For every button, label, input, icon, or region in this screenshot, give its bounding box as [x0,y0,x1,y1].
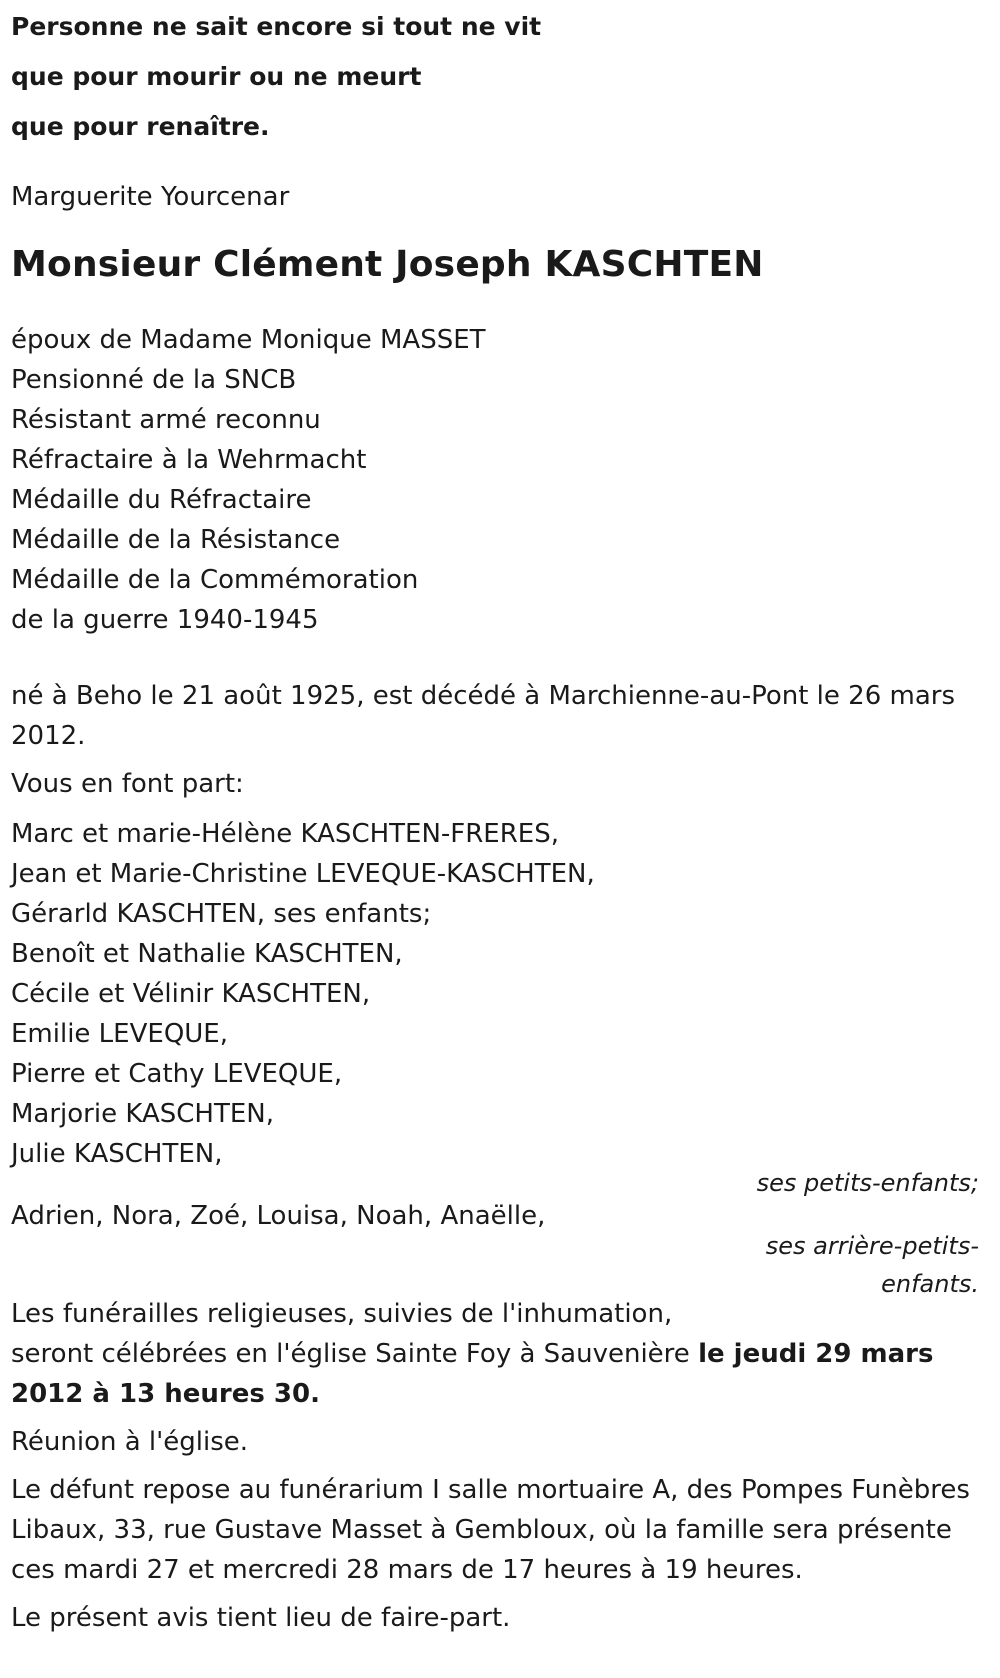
epigraph-quote [11,2,991,152]
family-member: Jean et Marie-Christine LEVEQUE-KASCHTEN, [11,859,595,889]
family-member: Emilie LEVEQUE, [11,1019,229,1049]
family-list [11,814,991,1298]
title-line: Médaille de la Résistance [11,525,341,555]
role-grandchildren: ses petits-enfants; [756,1169,979,1197]
announcement-line: Vous en font part: [11,769,244,799]
deceased-name: Monsieur Clément Joseph KASCHTEN [11,244,764,285]
title-line: Réfractaire à la Wehrmacht [11,445,367,475]
family-member: Julie KASCHTEN, [11,1139,223,1169]
great-grandchildren-names: Adrien, Nora, Zoé, Louisa, Noah, Anaëlle, [11,1201,546,1231]
repose-details: Le défunt repose au funérarium I salle mortuaire A, des Pompes Funèbres Libaux, 33, rue Gustave Masset à Gembloux, où la famille sera présente ces mardi 27 et mercredi 28 mars de 17 heures à 19 heures. [11,1475,970,1585]
funeral-details [11,1294,991,1414]
funeral-line-1: Les funérailles religieuses, suivies de l'inhumation, [11,1299,673,1329]
deceased-titles [11,320,991,640]
funeral-date: le jeudi 29 mars 2012 à 13 heures 30. [11,1339,934,1409]
quote-line-2: que pour mourir ou ne meurt [11,62,422,91]
title-line: de la guerre 1940-1945 [11,605,319,635]
role-great-grandchildren: ses arrière-petits-enfants. [765,1232,979,1298]
title-line: Médaille de la Commémoration [11,565,419,595]
title-line: Pensionné de la SNCB [11,365,297,395]
family-member: Benoît et Nathalie KASCHTEN, [11,939,403,969]
family-member: Marjorie KASCHTEN, [11,1099,274,1129]
family-member: Marc et marie-Hélène KASCHTEN-FRERES, [11,819,559,849]
family-member: Cécile et Vélinir KASCHTEN, [11,979,371,1009]
quote-author: Marguerite Yourcenar [11,182,290,212]
title-line: époux de Madame Monique MASSET [11,325,486,355]
title-line: Médaille du Réfractaire [11,485,312,515]
obituary-notice [11,0,991,1638]
family-member: Gérarld KASCHTEN, ses enfants; [11,899,432,929]
quote-line-3: que pour renaître. [11,112,270,141]
birth-death-dates: né à Beho le 21 août 1925, est décédé à Marchienne-au-Pont le 26 mars 2012. [11,681,956,751]
title-line: Résistant armé reconnu [11,405,321,435]
meeting-place: Réunion à l'église. [11,1427,249,1457]
funeral-line-2 [11,1334,991,1414]
funeral-location: seront célébrées en l'église Sainte Foy à Sauvenière [11,1339,699,1369]
closing-note: Le présent avis tient lieu de faire-part. [11,1603,511,1633]
quote-line-1: Personne ne sait encore si tout ne vit [11,12,542,41]
family-member: Pierre et Cathy LEVEQUE, [11,1059,343,1089]
